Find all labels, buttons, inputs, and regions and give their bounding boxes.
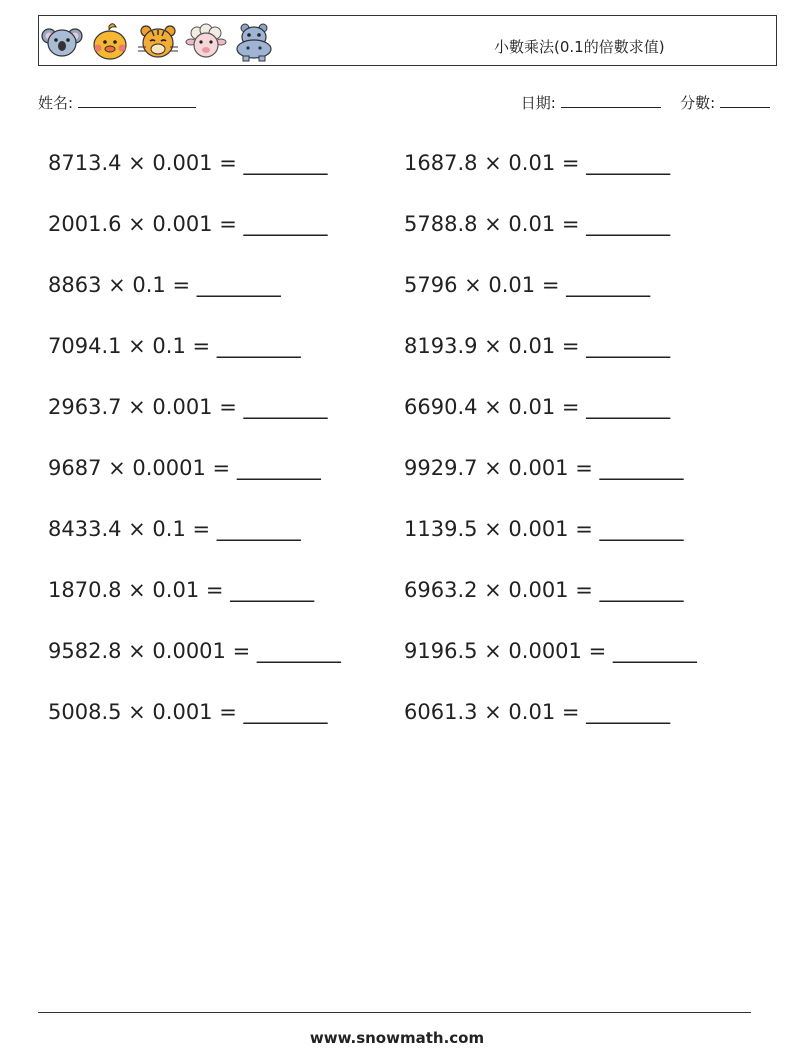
problem-1: 8713.4 × 0.001 = ________ [48,151,328,175]
footer-divider [38,1012,751,1013]
problem-11: 9687 × 0.0001 = ________ [48,456,321,480]
problem-6: 5796 × 0.01 = ________ [404,273,651,297]
problem-19: 5008.5 × 0.001 = ________ [48,700,328,724]
problem-5: 8863 × 0.1 = ________ [48,273,281,297]
header-box [38,15,777,66]
problem-7: 7094.1 × 0.1 = ________ [48,334,301,358]
problem-2: 1687.8 × 0.01 = ________ [404,151,671,175]
problem-10: 6690.4 × 0.01 = ________ [404,395,671,419]
problem-20: 6061.3 × 0.01 = ________ [404,700,671,724]
hippo-icon [233,20,275,62]
problem-15: 1870.8 × 0.01 = ________ [48,578,315,602]
problem-18: 9196.5 × 0.0001 = ________ [404,639,697,663]
problem-3: 2001.6 × 0.001 = ________ [48,212,328,236]
koala-icon [41,20,83,62]
footer-url[interactable]: www.snowmath.com [309,1029,485,1047]
name-field [38,92,196,113]
date-label: 日期: [520,94,556,112]
worksheet-title: 小數乘法(0.1的倍數求值) [494,38,665,56]
name-label: 姓名: [38,94,74,112]
sheep-icon [185,20,227,62]
chick-icon [89,20,131,62]
animal-icons [41,20,276,62]
score-label: 分數: [680,94,716,112]
problem-8: 8193.9 × 0.01 = ________ [404,334,671,358]
name-blank[interactable] [78,93,196,108]
score-blank[interactable] [720,93,770,108]
problem-9: 2963.7 × 0.001 = ________ [48,395,328,419]
tiger-icon [137,20,179,62]
problem-16: 6963.2 × 0.001 = ________ [404,578,684,602]
problem-17: 9582.8 × 0.0001 = ________ [48,639,341,663]
date-blank[interactable] [561,93,661,108]
date-score-fields [521,92,770,113]
problem-4: 5788.8 × 0.01 = ________ [404,212,671,236]
problem-14: 1139.5 × 0.001 = ________ [404,517,684,541]
problem-12: 9929.7 × 0.001 = ________ [404,456,684,480]
problem-13: 8433.4 × 0.1 = ________ [48,517,301,541]
